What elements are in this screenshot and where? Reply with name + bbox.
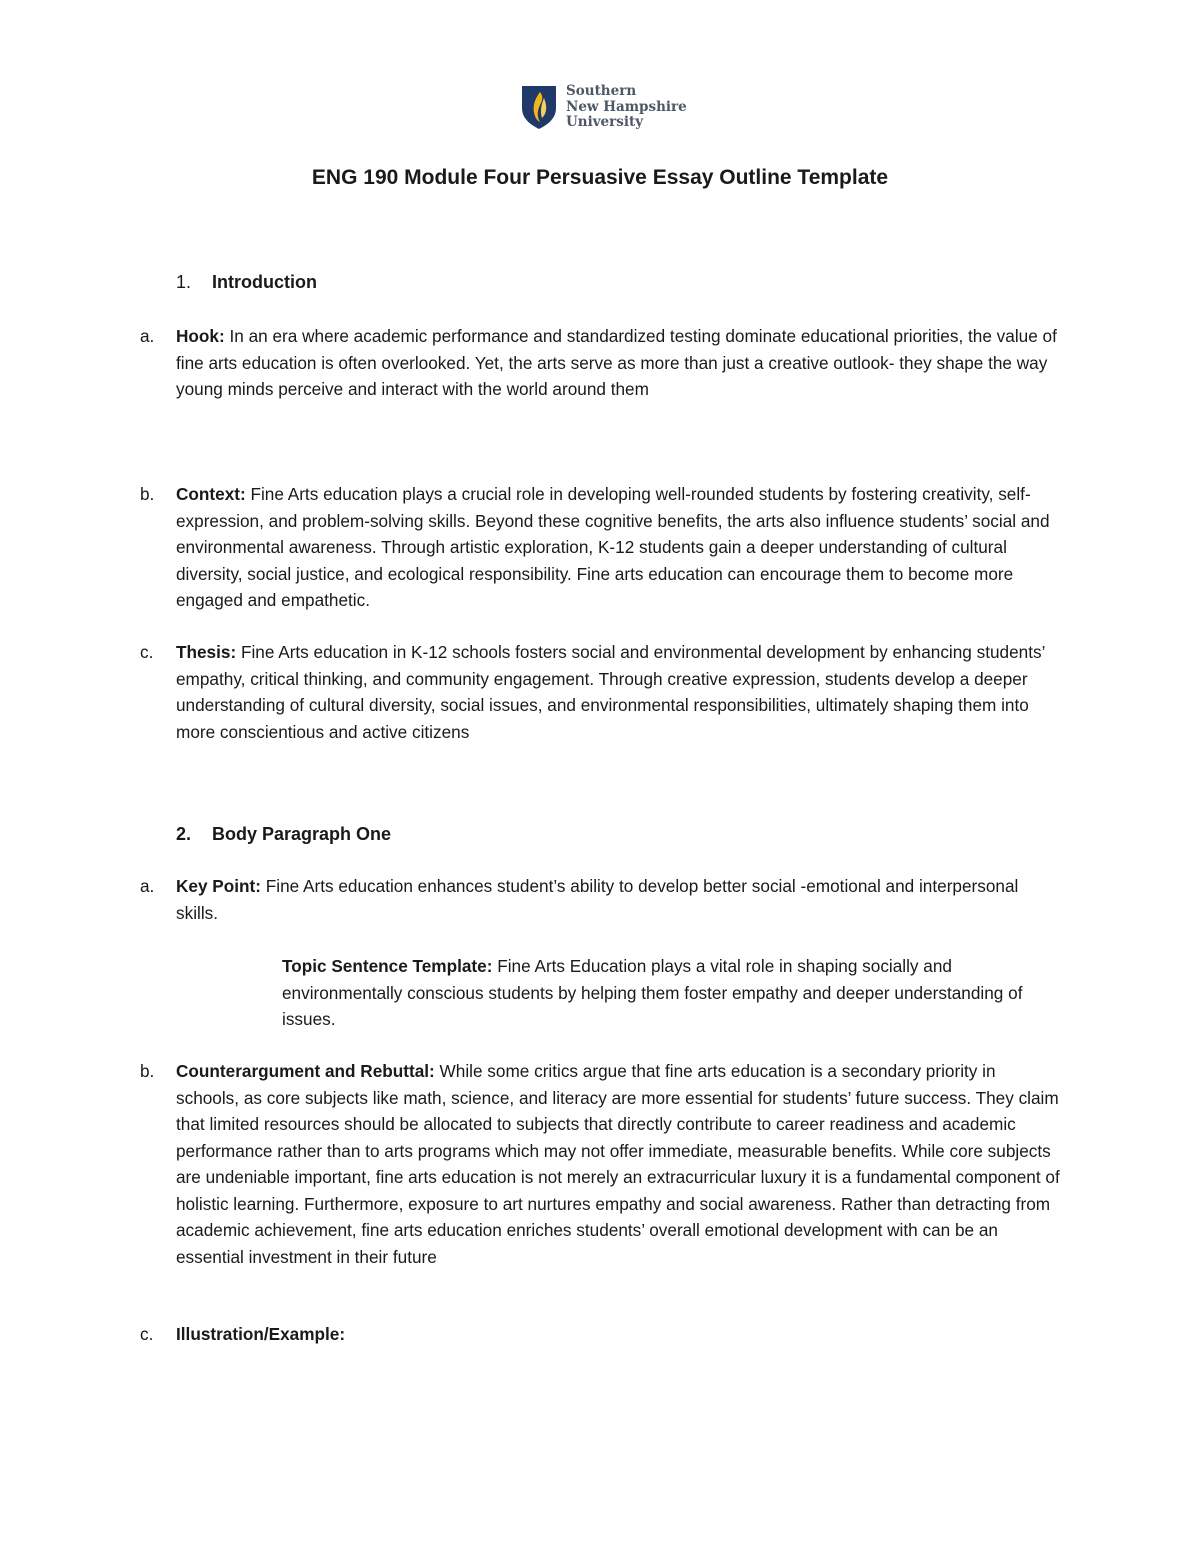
section-heading-introduction [176,269,317,295]
item-letter: b. [140,1061,155,1081]
shield-flame-icon [520,84,558,130]
logo-wordmark [566,84,687,131]
item-label: Context: [176,484,246,504]
outline-item-key-point [140,873,1060,926]
section-title: Body Paragraph One [212,824,392,844]
item-letter: b. [140,484,155,504]
item-text: While some critics argue that fine arts education is a secondary priority in schools, as core subjects like math, science, and literacy are more essential for students’ future success. They claim that limited resources should be allocated to subjects that directly contribute to career readiness and academic performance rather than to arts programs which may not offer immediate, measurable benefits. While core subjects are undeniable important, fine arts education is not merely an extracurricular luxury it is a fundamental component of holistic learning. Furthermore, exposure to art nurtures empathy and social awareness. Rather than detracting from academic achievement, fine arts education enriches students’ overall emotional development with can be an essential investment in their future [176,1061,1060,1267]
item-letter: a. [140,876,155,896]
outline-item-illustration [140,1321,1060,1348]
item-letter: c. [140,1324,154,1344]
outline-item-counterargument [140,1058,1060,1270]
item-text: Fine Arts education enhances student’s ability to develop better social -emotional and interpersonal skills. [176,876,1019,923]
logo-line-1: Southern [566,83,637,99]
topic-sentence-template [282,953,1052,1033]
section-number: 1. [176,272,192,292]
item-letter: a. [140,326,155,346]
item-label: Illustration/Example: [176,1324,346,1344]
topic-sentence-label: Topic Sentence Template: [282,956,493,976]
item-label: Hook: [176,326,225,346]
document-title: ENG 190 Module Four Persuasive Essay Outline Template [311,166,889,189]
item-letter: c. [140,642,154,662]
item-label: Thesis: [176,642,237,662]
item-text: In an era where academic performance and standardized testing dominate educational priorities, the value of fine arts education is often overlooked. Yet, the arts serve as more than just a creative outlook- they shape the way young minds perceive and interact with the world around them [176,326,1057,399]
item-label: Key Point: [176,876,261,896]
item-text: Fine Arts education in K-12 schools fosters social and environmental development by enhancing students’ empathy, critical thinking, and community engagement. Through creative expression, students develop a deeper understanding of cultural diversity, social issues, and environmental responsibilities, ultimately shaping them into more conscientious and active citizens [176,642,1045,742]
topic-sentence-text: Fine Arts Education plays a vital role in shaping socially and environmentally conscious students by helping them foster empathy and deeper understanding of issues. [282,956,1023,1029]
university-logo [520,84,700,134]
outline-item-context [140,481,1060,614]
section-title: Introduction [212,272,317,292]
logo-line-3: University [566,114,644,130]
section-heading-body-paragraph-one [176,821,391,847]
item-label: Counterargument and Rebuttal: [176,1061,435,1081]
logo-line-2: New Hampshire [566,98,687,115]
outline-item-hook [140,323,1060,403]
outline-item-thesis [140,639,1060,745]
section-number: 2. [176,824,192,844]
item-text: Fine Arts education plays a crucial role in developing well-rounded students by fostering creativity, self-expression, and problem-solving skills. Beyond these cognitive benefits, the arts also influence students’ social and environmental awareness. Through artistic exploration, K-12 students gain a deeper understanding of cultural diversity, social justice, and ecological responsibility. Fine arts education can encourage them to become more engaged and empathetic. [176,484,1050,610]
